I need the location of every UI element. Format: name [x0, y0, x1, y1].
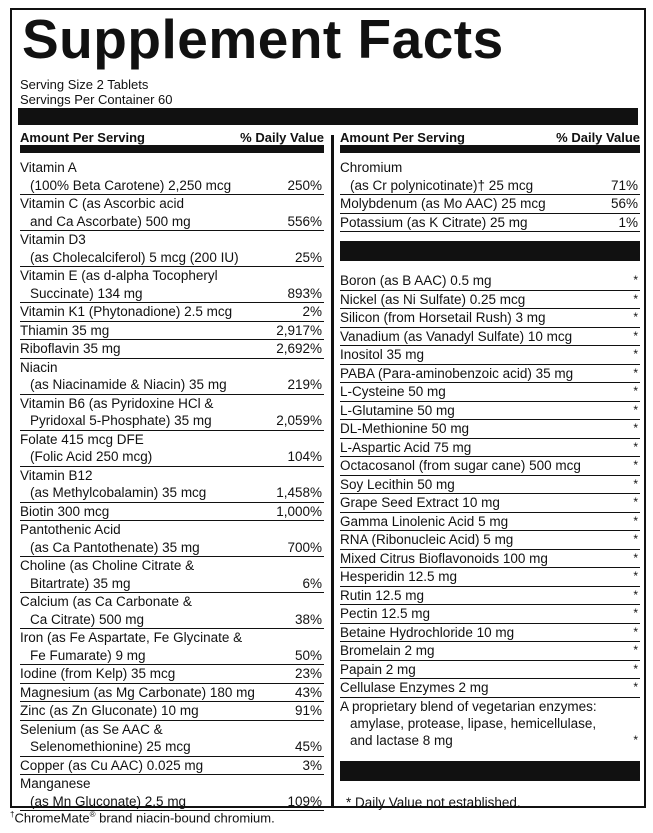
- nutrient-name: Vitamin B12: [20, 467, 93, 483]
- left-nutrient-row: [20, 557, 324, 593]
- left-nutrient-row: [20, 521, 324, 557]
- right-nutrient-row: [340, 195, 640, 214]
- daily-value: *: [633, 513, 638, 528]
- nutrient-amount: (as Cholecalciferol) 5 mcg (200 IU): [30, 249, 239, 265]
- daily-value: 556%: [287, 213, 322, 229]
- left-nutrient-row: [20, 195, 324, 231]
- thick-rule: [18, 108, 638, 125]
- nutrient-name: Cellulase Enzymes 2 mg: [340, 680, 489, 695]
- daily-value: 2%: [302, 304, 322, 319]
- nutrient-name: Thiamin 35 mg: [20, 322, 110, 338]
- daily-value: 50%: [294, 647, 322, 663]
- daily-value: 109%: [287, 793, 322, 809]
- header-rule-right: [340, 145, 640, 153]
- nutrient-name: Boron (as B AAC) 0.5 mg: [340, 273, 492, 288]
- dv-header-right: % Daily Value: [556, 130, 640, 145]
- daily-value: 3%: [302, 757, 322, 773]
- nutrient-name: Silicon (from Horsetail Rush) 3 mg: [340, 310, 546, 325]
- nutrient-name: Iron (as Fe Aspartate, Fe Glycinate &: [20, 630, 243, 645]
- nutrient-amount: Pyridoxal 5-Phosphate) 35 mg: [30, 413, 212, 428]
- enzyme-blend-row: [340, 698, 640, 749]
- footnote-text: brand niacin-bound chromium.: [95, 810, 275, 826]
- daily-value: 2,059%: [276, 413, 322, 428]
- nutrient-name: RNA (Ribonucleic Acid) 5 mg: [340, 532, 514, 547]
- nutrient-name: Papain 2 mg: [340, 661, 416, 677]
- daily-value: 1,000%: [276, 503, 322, 519]
- nutrient-name: Folate 415 mcg DFE: [20, 431, 144, 447]
- daily-value: 219%: [287, 377, 322, 392]
- daily-value: 1%: [618, 214, 638, 230]
- nutrient-name: L-Aspartic Acid 75 mg: [340, 439, 472, 455]
- other-ingredient-row: [340, 402, 640, 421]
- left-nutrient-row: [20, 231, 324, 267]
- daily-value: *: [633, 532, 638, 546]
- nutrient-name: Molybdenum (as Mo AAC) 25 mcg: [340, 196, 546, 211]
- nutrient-amount: (as Ca Pantothenate) 35 mg: [30, 539, 200, 555]
- nutrient-name: Mixed Citrus Bioflavonoids 100 mg: [340, 550, 548, 566]
- daily-value: 893%: [287, 285, 322, 301]
- nutrient-name: Zinc (as Zn Gluconate) 10 mg: [20, 703, 199, 718]
- nutrient-name: Riboflavin 35 mg: [20, 341, 121, 356]
- daily-value: *: [633, 421, 638, 435]
- nutrient-name: Chromium: [340, 160, 403, 175]
- nutrient-name: Pantothenic Acid: [20, 522, 121, 537]
- daily-value: *: [633, 310, 638, 324]
- nutrient-name: Pectin 12.5 mg: [340, 606, 431, 621]
- nutrient-name: Vitamin E (as d-alpha Tocopheryl: [20, 268, 218, 283]
- nutrient-name: L-Glutamine 50 mg: [340, 402, 455, 418]
- daily-value: 250%: [287, 177, 322, 193]
- left-nutrient-row: [20, 684, 324, 703]
- nutrient-amount: Selenomethionine) 25 mcg: [30, 739, 191, 754]
- amount-header: Amount Per Serving: [20, 130, 145, 145]
- daily-value: *: [633, 402, 638, 417]
- daily-value: *: [633, 476, 638, 491]
- daily-value: 38%: [294, 611, 322, 627]
- nutrient-amount: Ca Citrate) 500 mg: [30, 611, 145, 627]
- nutrient-amount: and Ca Ascorbate) 500 mg: [30, 213, 191, 229]
- daily-value: 91%: [294, 703, 322, 718]
- right-column: [340, 127, 640, 810]
- other-ingredient-row: [340, 346, 640, 365]
- nutrient-name: Vitamin B6 (as Pyridoxine HCl &: [20, 395, 214, 411]
- nutrient-name: Rutin 12.5 mg: [340, 587, 425, 603]
- daily-value: 71%: [610, 177, 638, 193]
- daily-value: 104%: [287, 449, 322, 464]
- other-ingredient-row: [340, 328, 640, 347]
- left-nutrient-row: [20, 395, 324, 431]
- left-nutrient-row: [20, 629, 324, 665]
- other-ingredient-row: [340, 272, 640, 291]
- other-ingredient-row: [340, 605, 640, 624]
- left-nutrient-row: [20, 702, 324, 721]
- left-nutrient-row: [20, 159, 324, 195]
- daily-value: *: [633, 328, 638, 343]
- nutrient-amount: Bitartrate) 35 mg: [30, 575, 131, 591]
- dv-note: * Daily Value not established.: [346, 794, 521, 810]
- left-nutrient-row: [20, 775, 324, 811]
- daily-value: 25%: [294, 249, 322, 265]
- nutrient-name: Inositol 35 mg: [340, 347, 425, 362]
- daily-value: *: [633, 569, 638, 583]
- left-nutrient-row: [20, 340, 324, 359]
- other-ingredient-row: [340, 513, 640, 532]
- left-nutrient-row: [20, 359, 324, 395]
- nutrient-name: Choline (as Choline Citrate &: [20, 558, 195, 573]
- nutrient-name: Bromelain 2 mg: [340, 643, 435, 658]
- nutrient-name: Grape Seed Extract 10 mg: [340, 495, 500, 510]
- right-nutrient-row: [340, 214, 640, 233]
- daily-value: 23%: [294, 666, 322, 681]
- amount-header-right: Amount Per Serving: [340, 130, 465, 145]
- left-nutrient-row: [20, 467, 324, 503]
- daily-value: 1,458%: [276, 485, 322, 500]
- other-ingredient-row: [340, 309, 640, 328]
- left-nutrient-row: [20, 267, 324, 303]
- header-rule: [20, 145, 324, 153]
- blend-line3: and lactase 8 mg: [350, 732, 453, 748]
- nutrient-amount: (Folic Acid 250 mcg): [30, 449, 153, 464]
- daily-value: 45%: [294, 739, 322, 754]
- section-bar: [340, 241, 640, 261]
- blend-line1: A proprietary blend of vegetarian enzymes:: [340, 698, 597, 714]
- nutrient-amount: Fe Fumarate) 9 mg: [30, 647, 146, 663]
- nutrient-amount: (as Cr polynicotinate)† 25 mcg: [350, 177, 534, 193]
- nutrient-amount: (100% Beta Carotene) 2,250 mcg: [30, 177, 232, 193]
- blend-dv: *: [633, 732, 638, 747]
- other-ingredient-row: [340, 383, 640, 402]
- left-nutrient-row: [20, 757, 324, 776]
- left-column-header: [20, 127, 324, 145]
- left-nutrient-row: [20, 431, 324, 467]
- daily-value: *: [633, 273, 638, 287]
- daily-value: *: [633, 587, 638, 602]
- right-bottom-list: [340, 272, 640, 698]
- bottom-bar: [340, 761, 640, 781]
- nutrient-name: Niacin: [20, 359, 58, 375]
- nutrient-amount: (as Mn Gluconate) 2.5 mg: [30, 793, 187, 809]
- left-nutrient-list: [20, 159, 324, 811]
- other-ingredient-row: [340, 476, 640, 495]
- nutrient-name: Octacosanol (from sugar cane) 500 mcg: [340, 458, 581, 473]
- nutrient-name: Betaine Hydrochloride 10 mg: [340, 624, 515, 640]
- nutrient-name: Vanadium (as Vanadyl Sulfate) 10 mcg: [340, 328, 573, 344]
- other-ingredient-row: [340, 365, 640, 384]
- other-ingredient-row: [340, 457, 640, 476]
- footnote-brand: ChromeMate: [14, 810, 90, 826]
- daily-value: 2,692%: [276, 341, 322, 356]
- other-ingredient-row: [340, 531, 640, 550]
- nutrient-name: L-Cysteine 50 mg: [340, 384, 446, 399]
- nutrient-name: Soy Lecithin 50 mg: [340, 476, 455, 492]
- other-ingredient-row: [340, 679, 640, 698]
- daily-value: *: [633, 347, 638, 361]
- daily-value: 700%: [287, 539, 322, 555]
- left-nutrient-row: [20, 593, 324, 629]
- left-nutrient-row: [20, 721, 324, 757]
- nutrient-name: Gamma Linolenic Acid 5 mg: [340, 513, 509, 529]
- left-nutrient-row: [20, 322, 324, 341]
- nutrient-name: Copper (as Cu AAC) 0.025 mg: [20, 757, 204, 773]
- nutrient-name: Nickel (as Ni Sulfate) 0.25 mcg: [340, 291, 526, 307]
- footnote-mark: †: [10, 810, 15, 819]
- daily-value: *: [633, 458, 638, 472]
- daily-value: *: [633, 439, 638, 454]
- other-ingredient-row: [340, 420, 640, 439]
- blend-line2: amylase, protease, lipase, hemicellulase,: [350, 715, 597, 731]
- daily-value: *: [633, 550, 638, 565]
- nutrient-name: Vitamin K1 (Phytonadione) 2.5 mcg: [20, 304, 233, 319]
- other-ingredient-row: [340, 568, 640, 587]
- footnote: [10, 810, 275, 825]
- left-nutrient-row: [20, 503, 324, 522]
- other-ingredient-row: [340, 439, 640, 458]
- nutrient-amount: Succinate) 134 mg: [30, 285, 143, 301]
- daily-value: *: [633, 606, 638, 620]
- nutrient-name: Hesperidin 12.5 mg: [340, 569, 458, 584]
- supplement-facts-panel: [10, 8, 646, 808]
- nutrient-name: Selenium (as Se AAC &: [20, 721, 163, 737]
- nutrient-amount: (as Methylcobalamin) 35 mcg: [30, 485, 207, 500]
- daily-value: *: [633, 680, 638, 694]
- daily-value: *: [633, 291, 638, 306]
- daily-value: *: [633, 643, 638, 657]
- nutrient-name: Vitamin C (as Ascorbic acid: [20, 196, 185, 211]
- left-column: [20, 127, 324, 811]
- panel-title: Supplement Facts: [22, 8, 504, 70]
- other-ingredient-row: [340, 587, 640, 606]
- daily-value: *: [633, 624, 638, 639]
- daily-value: 6%: [302, 575, 322, 591]
- serving-info: [20, 77, 172, 107]
- nutrient-name: DL-Methionine 50 mg: [340, 421, 470, 436]
- other-ingredient-row: [340, 624, 640, 643]
- footnote-reg: ®: [89, 810, 96, 819]
- right-nutrient-row: [340, 159, 640, 195]
- other-ingredient-row: [340, 291, 640, 310]
- daily-value: *: [633, 365, 638, 380]
- other-ingredient-row: [340, 494, 640, 513]
- daily-value: 56%: [610, 196, 638, 211]
- nutrient-name: Biotin 300 mcg: [20, 503, 110, 519]
- daily-value: *: [633, 495, 638, 509]
- nutrient-name: Vitamin A: [20, 160, 77, 175]
- other-ingredient-row: [340, 661, 640, 680]
- nutrient-name: PABA (Para-aminobenzoic acid) 35 mg: [340, 365, 574, 381]
- left-nutrient-row: [20, 303, 324, 322]
- right-column-header: [340, 127, 640, 145]
- daily-value: *: [633, 661, 638, 676]
- other-ingredient-row: [340, 642, 640, 661]
- daily-value: 2,917%: [276, 322, 322, 338]
- nutrient-name: Iodine (from Kelp) 35 mcg: [20, 666, 176, 681]
- column-divider: [331, 135, 334, 806]
- nutrient-name: Calcium (as Ca Carbonate &: [20, 594, 192, 609]
- other-ingredient-row: [340, 550, 640, 569]
- serving-size: Serving Size 2 Tablets: [20, 77, 149, 92]
- left-nutrient-row: [20, 665, 324, 684]
- nutrient-amount: (as Niacinamide & Niacin) 35 mg: [30, 377, 227, 392]
- nutrient-name: Magnesium (as Mg Carbonate) 180 mg: [20, 684, 255, 700]
- dv-header: % Daily Value: [240, 130, 324, 145]
- daily-value: 43%: [294, 684, 322, 700]
- nutrient-name: Manganese: [20, 776, 91, 791]
- nutrient-name: Potassium (as K Citrate) 25 mg: [340, 214, 528, 230]
- nutrient-name: Vitamin D3: [20, 232, 86, 247]
- daily-value: *: [633, 384, 638, 398]
- servings-per-container: Servings Per Container 60: [20, 92, 173, 107]
- right-top-list: [340, 159, 640, 232]
